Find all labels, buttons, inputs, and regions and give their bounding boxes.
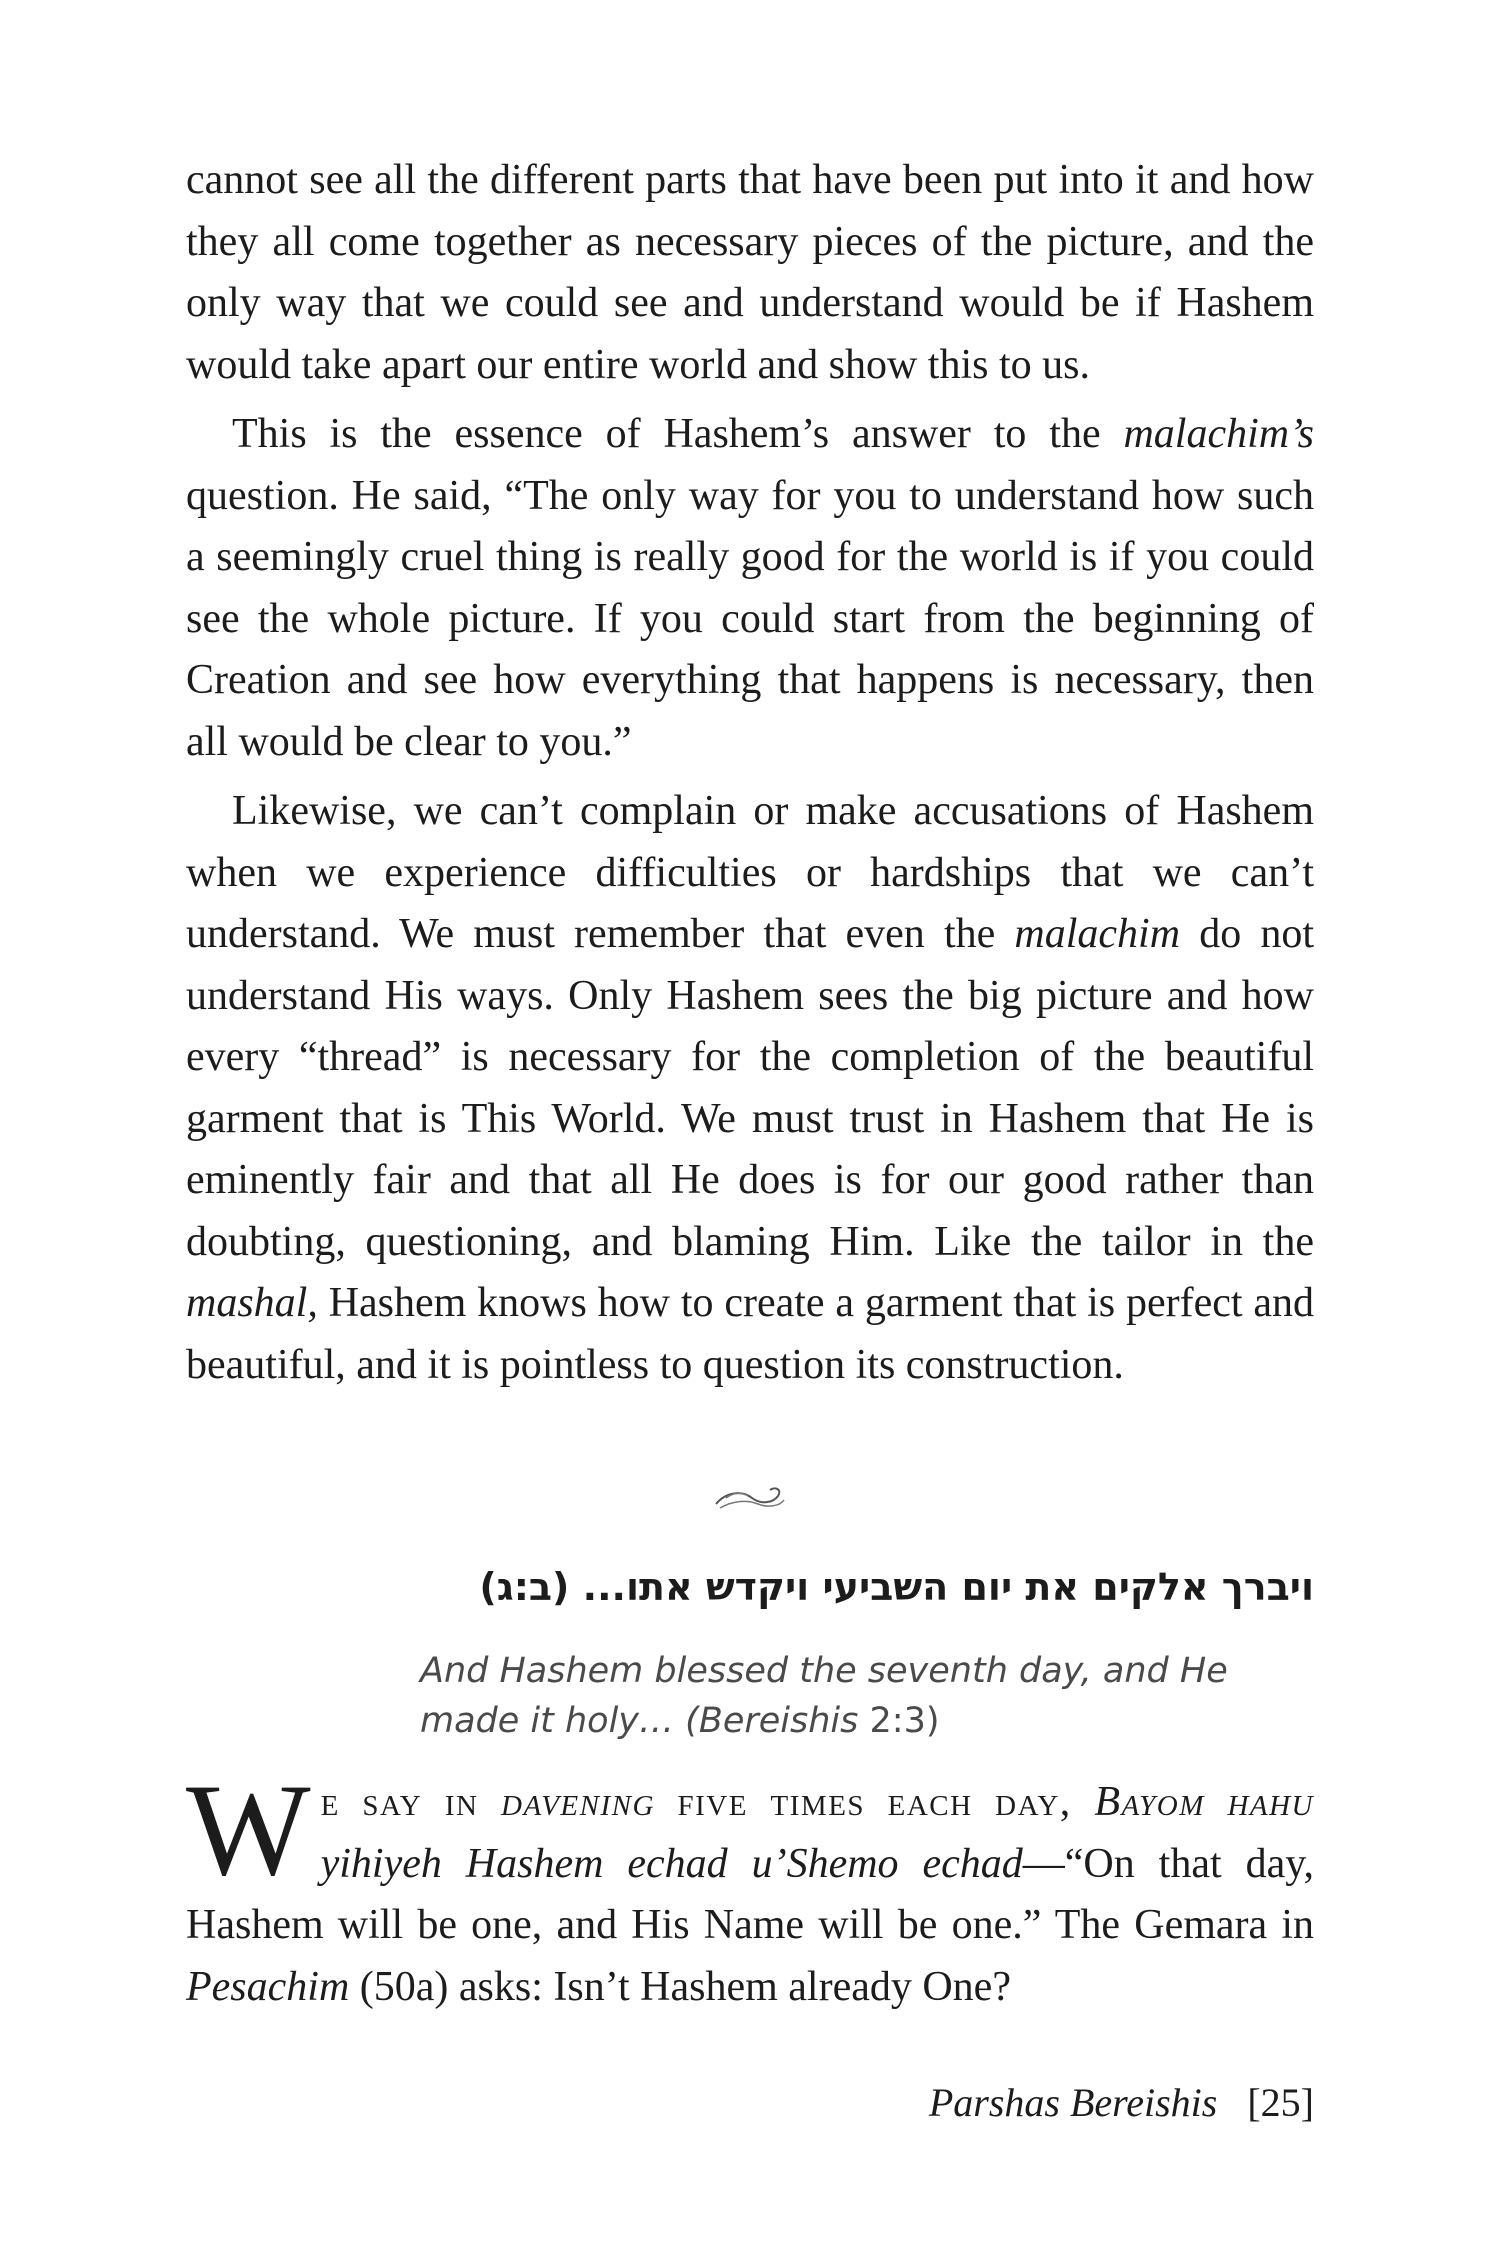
opening-paragraph: We say in davening five times each day, Bayom hahu yihiyeh Hashem echad u’Shemo echad—“On that day, Hashem will be one, and His Name will be one.” The Gemara in Pesachim (50a) asks: Isn’t Hashem already One? — [186, 1756, 1314, 2010]
hebrew-verse: ויברך אלקים את יום השביעי ויקדש אתו... (ב:ג) — [479, 1565, 1314, 1609]
page-number: [25] — [1247, 2080, 1314, 2125]
page-footer — [929, 2078, 1314, 2128]
paragraph-2: This is the essence of Hashem’s answer to the malachim’s question. He said, “The only way for you to understand how such a seemingly cruel thing is really good for the world is if you could see the whole picture. If you could start from the beginning of Creation and see how everything that happens is necessary, then all would be clear to you.” — [186, 411, 1314, 765]
running-footer-title: Parshas Bereishis — [928, 2080, 1218, 2125]
paragraph-3: Likewise, we can’t complain or make accusations of Hashem when we experience difficulties or hardships that we can’t understand. We must remember that even the malachim do not understand His ways. Only Hashem sees the big picture and how every “thread” is necessary for the completion of the beautiful garment that is This World. We must trust in Hashem that He is eminently fair and that all He does is for our good rather than doubting, questioning, and blaming Him. Like the tailor in the mashal, Hashem knows how to create a garment that is perfect and beautiful, and it is pointless to question its construction. — [186, 788, 1315, 1388]
section-divider-ornament — [712, 1478, 788, 1516]
body-text — [186, 150, 1314, 1396]
paragraph-1: cannot see all the different parts that have been put into it and how they all come together as necessary pieces of the picture, and the only way that we could see and understand would be if Hashem would take apart our entire world and show this to us. — [186, 157, 1314, 388]
drop-cap: W — [186, 1756, 311, 1903]
verse-translation: And Hashem blessed the seventh day, and He made it holy… (Bereishis 2:3) — [420, 1651, 1228, 1741]
